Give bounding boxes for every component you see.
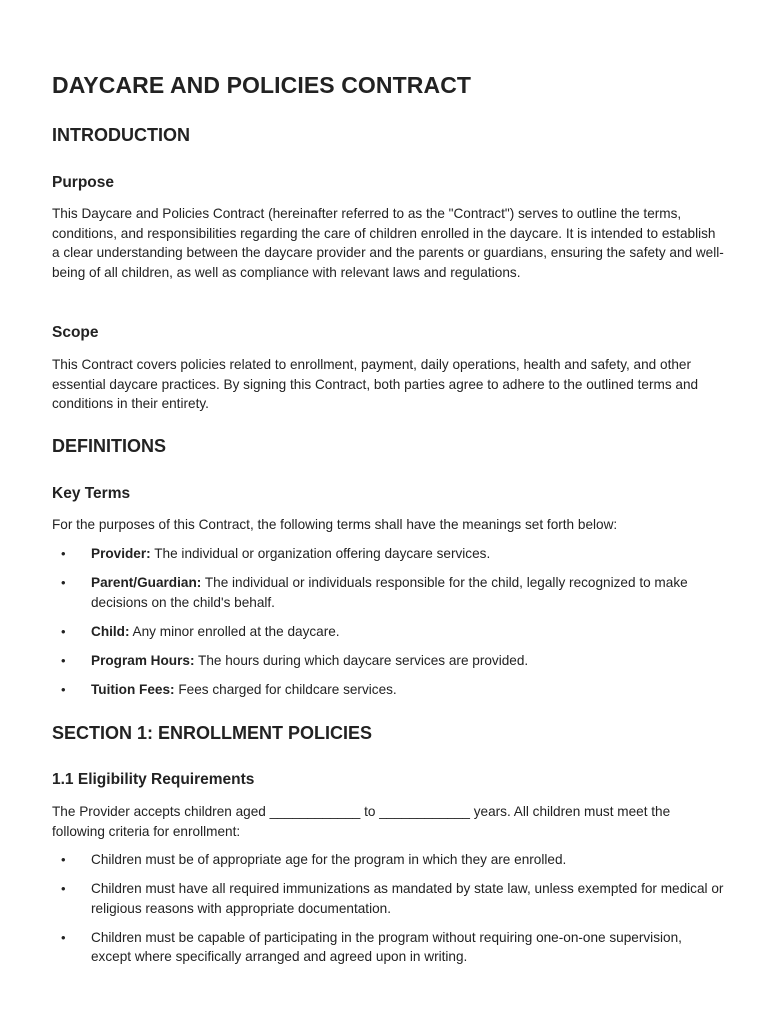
list-item	[52, 651, 724, 671]
term-definition: Any minor enrolled at the daycare.	[129, 623, 340, 639]
criterion-text: Children must have all required immunizations as mandated by state law, unless exempted for medical or religious reasons with appropriate documentation.	[91, 881, 724, 916]
term-label: Tuition Fees:	[91, 681, 175, 697]
purpose-paragraph: This Daycare and Policies Contract (hereinafter referred to as the "Contract") serves to outline the terms, conditions, and responsibilities regarding the care of children enrolled in the daycare. It is intended to establish a clear understanding between the daycare provider and the parents or guardians, ensuring the safety and well-being of all children, as well as compliance with relevant laws and regulations.	[52, 206, 724, 280]
bullet-icon: •	[61, 681, 66, 697]
list-item	[52, 680, 724, 700]
eligibility-list	[52, 850, 724, 967]
scope-heading: Scope	[52, 324, 99, 341]
term-label: Parent/Guardian:	[91, 575, 202, 590]
term-definition: The hours during which daycare services are provided.	[194, 652, 529, 668]
document-title: DAYCARE AND POLICIES CONTRACT	[52, 72, 472, 98]
criterion-text: Children must be of appropriate age for the program in which they are enrolled.	[91, 852, 567, 867]
purpose-heading: Purpose	[52, 174, 115, 191]
list-item	[52, 850, 724, 870]
criterion-text: Children must be capable of participating in the program without requiring one-on-one supervision, except where specifically arranged and agreed upon in writing.	[91, 929, 682, 964]
term-definition: Fees charged for childcare services.	[174, 681, 397, 697]
term-definition: The individual or organization offering daycare services.	[150, 546, 491, 561]
term-label: Program Hours:	[91, 652, 195, 668]
list-item	[52, 928, 724, 967]
list-item	[52, 622, 724, 642]
list-item	[52, 573, 724, 612]
term-label: Provider:	[91, 546, 151, 561]
bullet-icon: •	[61, 575, 66, 590]
bullet-icon: •	[61, 852, 66, 867]
section1-heading: SECTION 1: ENROLLMENT POLICIES	[52, 723, 373, 743]
definitions-heading: DEFINITIONS	[52, 436, 167, 456]
eligibility-paragraph: The Provider accepts children aged ____________ to ____________ years. All children must meet the following criteria for enrollment:	[52, 804, 671, 839]
key-terms-heading: Key Terms	[52, 485, 131, 502]
bullet-icon: •	[61, 652, 66, 668]
scope-paragraph: This Contract covers policies related to enrollment, payment, daily operations, health and safety, and other essential daycare practices. By signing this Contract, both parties agree to adhere to the outlined terms and conditions in their entirety.	[52, 357, 699, 411]
list-item	[52, 544, 724, 564]
bullet-icon: •	[61, 929, 66, 945]
bullet-icon: •	[61, 881, 66, 896]
list-item	[52, 879, 724, 918]
bullet-icon: •	[61, 546, 66, 561]
intro-heading: INTRODUCTION	[52, 125, 190, 145]
definitions-list	[52, 544, 724, 699]
bullet-icon: •	[61, 623, 66, 639]
eligibility-heading: 1.1 Eligibility Requirements	[52, 771, 255, 788]
term-definition: The individual or individuals responsible for the child, legally recognized to make decisions on the child's behalf.	[91, 575, 688, 610]
term-label: Child:	[91, 623, 130, 639]
definitions-intro: For the purposes of this Contract, the following terms shall have the meanings set forth below:	[52, 517, 618, 532]
